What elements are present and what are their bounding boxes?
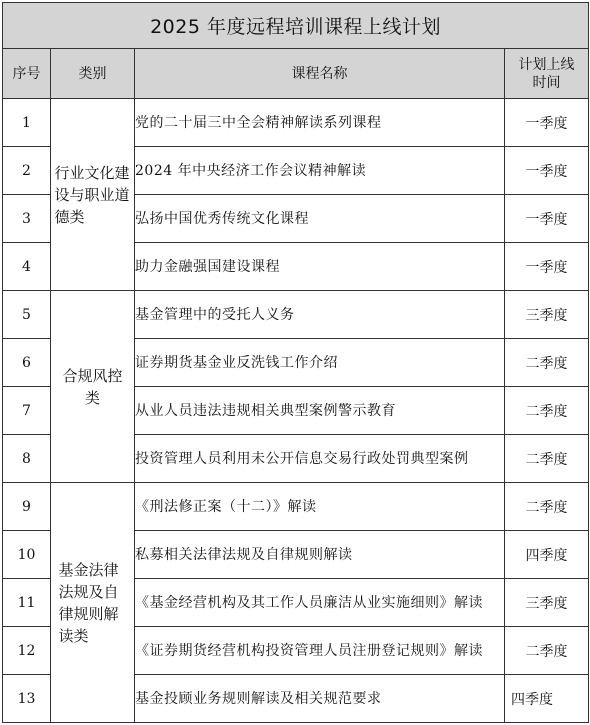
header-no: 序号 bbox=[3, 49, 51, 99]
course-name: 《刑法修正案（十二）》解读 bbox=[135, 483, 505, 531]
launch-time: 二季度 bbox=[505, 339, 589, 387]
category-label: 基金法律法规及自律规则解读类 bbox=[58, 560, 119, 645]
launch-time: 一季度 bbox=[505, 99, 589, 147]
course-name: 证券期货基金业反洗钱工作介绍 bbox=[135, 339, 505, 387]
course-name: 《证券期货经营机构投资管理人员注册登记规则》解读 bbox=[135, 627, 505, 675]
row-number: 8 bbox=[3, 435, 51, 483]
category-cell bbox=[51, 99, 135, 291]
row-number: 7 bbox=[3, 387, 51, 435]
category-cell bbox=[51, 483, 135, 723]
row-number: 11 bbox=[3, 579, 51, 627]
launch-time: 一季度 bbox=[505, 195, 589, 243]
row-number: 12 bbox=[3, 627, 51, 675]
table-row bbox=[3, 99, 589, 147]
category-label: 合规风控类 bbox=[62, 366, 123, 407]
course-name: 弘扬中国优秀传统文化课程 bbox=[135, 195, 505, 243]
course-name: 投资管理人员利用未公开信息交易行政处罚典型案例 bbox=[135, 435, 505, 483]
category-cell bbox=[51, 291, 135, 483]
launch-time: 四季度 bbox=[505, 531, 589, 579]
course-name: 助力金融强国建设课程 bbox=[135, 243, 505, 291]
course-plan-table bbox=[2, 2, 589, 723]
row-number: 9 bbox=[3, 483, 51, 531]
row-number: 3 bbox=[3, 195, 51, 243]
row-number: 10 bbox=[3, 531, 51, 579]
category-label: 行业文化建设与职业道德类 bbox=[54, 163, 130, 226]
launch-time: 一季度 bbox=[505, 243, 589, 291]
launch-time: 二季度 bbox=[505, 483, 589, 531]
launch-time: 二季度 bbox=[505, 387, 589, 435]
header-category: 类别 bbox=[51, 49, 135, 99]
course-name: 从业人员违法违规相关典型案例警示教育 bbox=[135, 387, 505, 435]
row-number: 5 bbox=[3, 291, 51, 339]
launch-time: 一季度 bbox=[505, 147, 589, 195]
launch-time: 三季度 bbox=[505, 291, 589, 339]
launch-time: 二季度 bbox=[505, 627, 589, 675]
course-name: 基金管理中的受托人义务 bbox=[135, 291, 505, 339]
launch-time: 二季度 bbox=[505, 435, 589, 483]
row-number: 6 bbox=[3, 339, 51, 387]
course-name: 私募相关法律法规及自律规则解读 bbox=[135, 531, 505, 579]
row-number: 2 bbox=[3, 147, 51, 195]
row-number: 4 bbox=[3, 243, 51, 291]
header-time-label: 计划上线时间 bbox=[518, 56, 575, 91]
header-row bbox=[3, 49, 589, 99]
course-name: 基金投顾业务规则解读及相关规范要求 bbox=[135, 675, 505, 723]
course-name: 2024 年中央经济工作会议精神解读 bbox=[135, 147, 505, 195]
course-name: 《基金经营机构及其工作人员廉洁从业实施细则》解读 bbox=[135, 579, 505, 627]
launch-time: 三季度 bbox=[505, 579, 589, 627]
table-title: 2025 年度远程培训课程上线计划 bbox=[3, 3, 589, 49]
launch-time: 四季度 bbox=[505, 675, 589, 723]
table-row bbox=[3, 483, 589, 531]
row-number: 1 bbox=[3, 99, 51, 147]
row-number: 13 bbox=[3, 675, 51, 723]
header-time bbox=[505, 49, 589, 99]
header-course: 课程名称 bbox=[135, 49, 505, 99]
course-name: 党的二十届三中全会精神解读系列课程 bbox=[135, 99, 505, 147]
table-row bbox=[3, 291, 589, 339]
